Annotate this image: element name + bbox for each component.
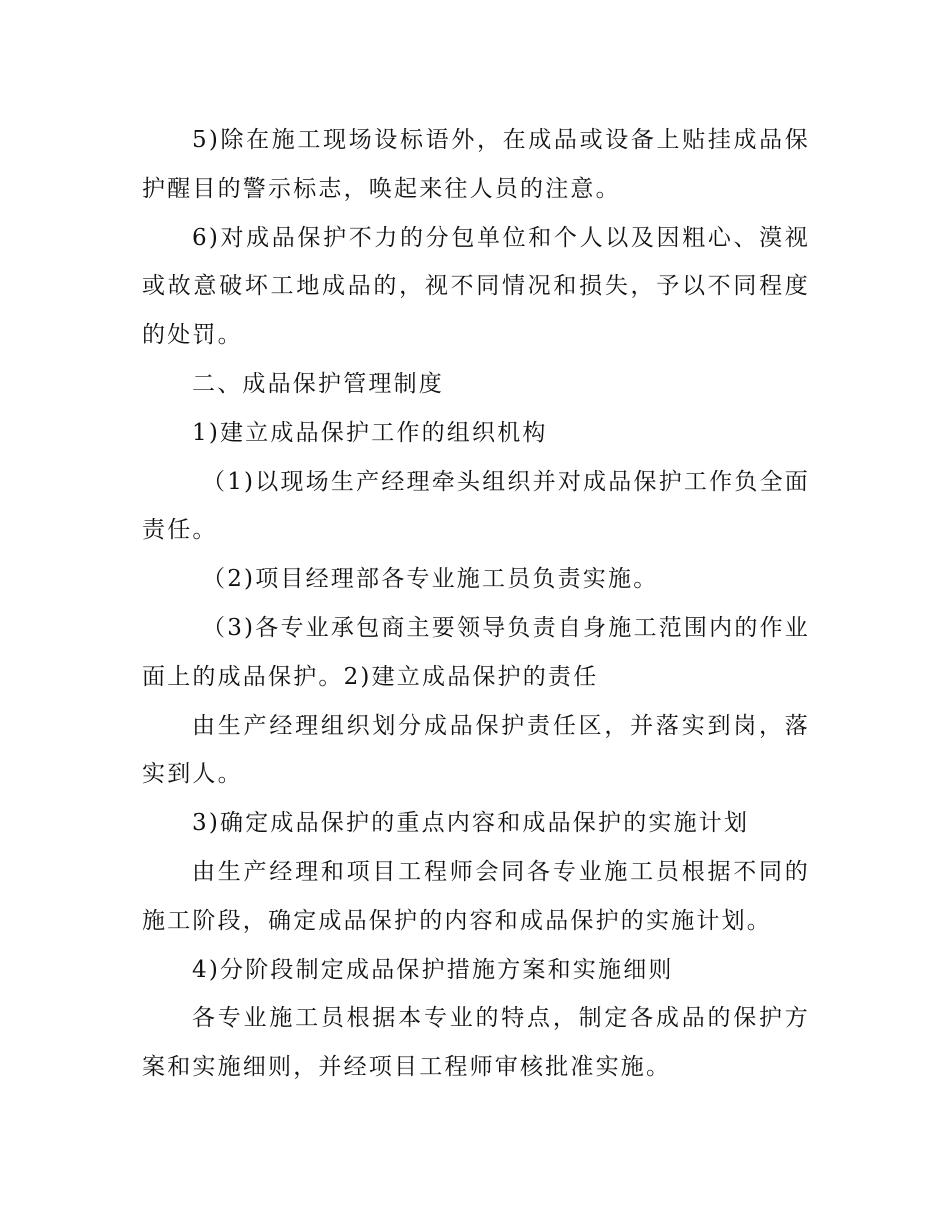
paragraph-2: 6)对成品保护不力的分包单位和个人以及因粗心、漠视或故意破坏工地成品的，视不同情况和损失，予以不同程度的处罚。 <box>142 224 810 349</box>
paragraph-5: （2)项目经理部各专业施工员负责实施。 <box>202 566 659 593</box>
paragraph-7: 由生产经理组织划分成品保护责任区，并落实到岗，落实到人。 <box>142 712 810 788</box>
paragraph-6: （3)各专业承包商主要领导负责自身施工范围内的作业面上的成品保护。2)建立成品保护的责任 <box>142 614 810 690</box>
paragraph-4: （1)以现场生产经理牵头组织并对成品保护工作负全面责任。 <box>142 468 810 544</box>
paragraph-1: 5)除在施工现场设标语外，在成品或设备上贴挂成品保护醒目的警示标志，唤起来往人员的注意。 <box>142 127 810 202</box>
paragraph-11: 各专业施工员根据本专业的特点，制定各成品的保护方案和实施细则，并经项目工程师审核批准实施。 <box>142 1005 810 1081</box>
paragraph-9: 由生产经理和项目工程师会同各专业施工员根据不同的施工阶段，确定成品保护的内容和成品保护的实施计划。 <box>142 858 810 934</box>
paragraph-10: 4)分阶段制定成品保护措施方案和实施细则 <box>192 956 674 983</box>
paragraph-8: 3)确定成品保护的重点内容和成品保护的实施计划 <box>192 810 750 837</box>
document-body <box>142 116 810 1092</box>
paragraph-3: 1)建立成品保护工作的组织机构 <box>192 419 548 446</box>
section-heading: 二、成品保护管理制度 <box>192 370 444 397</box>
